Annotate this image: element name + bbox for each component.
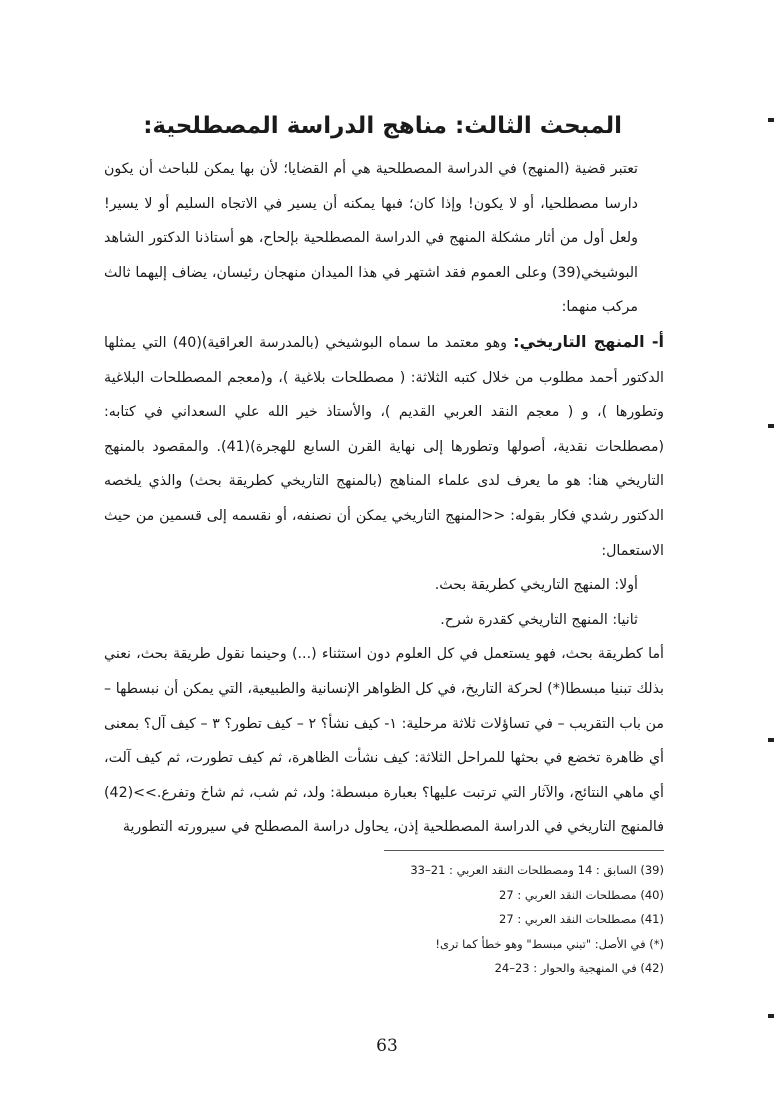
list-item-2: ثانيا: المنهج التاريخي كقدرة شرح. <box>440 611 638 628</box>
scan-edge-mark <box>768 424 774 428</box>
footnotes <box>244 858 664 981</box>
page-number: 63 <box>376 1036 398 1056</box>
footnote-40: (40) مصطلحات النقد العربي : 27 <box>499 887 664 902</box>
footnote-41: (41) مصطلحات النقد العربي : 27 <box>499 912 664 927</box>
section-a-paragraph <box>104 325 664 568</box>
footnote-39: (39) السابق : 14 ومصطلحات النقد العربي : 21–33 <box>410 863 664 877</box>
footnote-42: (42) في المنهجية والحوار : 23–24 <box>494 961 664 976</box>
section-a-text: وهو معتمد ما سماه البوشيخي (بالمدرسة العراقية)(40) التي يمثلها الدكتور أحمد مطلوب من خلال كتبه الثلاثة: ( مصطلحات بلاغية )، و(معجم المصطلحات البلاغية وتطورها )، و ( معجم النقد العربي القديم )، والأستاذ خير الله علي السعداني في كتابه: (مصطلحات نقدية، أصولها وتطورها إلى نهاية القرن السابع للهجرة)(41). والمقصود بالمنهج التاريخي هنا: هو ما يعرف لدى علماء المناهج (بالمنهج التاريخي كطريقة بحث) والذي يلخصه الدكتور رشدي فكار بقوله: <<المنهج التاريخي يمكن أن نصنفه، أو نقسمه إلى قسمين من حيث الاستعمال: <box>104 334 664 559</box>
scan-edge-mark <box>768 738 774 742</box>
footnote-star: (*) في الأصل: "تبني مبسط" وهو خطأ كما ترى! <box>435 936 664 951</box>
section-heading: المبحث الثالث: مناهج الدراسة المصطلحية: <box>143 113 622 139</box>
scan-edge-mark <box>768 118 774 122</box>
section-a-label: أ- المنهج التاريخي: <box>513 331 664 351</box>
footnote-divider <box>384 850 664 851</box>
main-text <box>104 152 664 845</box>
scan-edge-mark <box>768 1014 774 1018</box>
intro-paragraph: تعتبر قضية (المنهج) في الدراسة المصطلحية هي أم القضايا؛ لأن بها يمكن للباحث أن يكون دارسا مصطلحيا، أو لا يكون! وإذا كان؛ فبها يمكنه أن يسير في الاتجاه السليم أو لا يسير! ولعل أول من أثار مشكلة المنهج في الدراسة المصطلحية بإلحاح، هو أستاذنا الدكتور الشاهد البوشيخي(39) وعلى العموم فقد اشتهر في هذا الميدان منهجان رئيسان، يضاف إليهما ثالث مركب منهما: <box>104 161 638 316</box>
list-item-1: أولا: المنهج التاريخي كطريقة بحث. <box>434 577 638 594</box>
closing-paragraph: أما كطريقة بحث، فهو يستعمل في كل العلوم دون استثناء (...) وحينما نقول طريقة بحث، نعني بذلك تبنيا مبسطا(*) لحركة التاريخ، في كل الظواهر الإنسانية والطبيعية، التي يمكن أن نبسطها – من باب التقريب – في تساؤلات ثلاثة مرحلية: ١- كيف نشأ؟ ٢ – كيف تطور؟ ٣ – كيف آل؟ بمعنى أي ظاهرة تخضع في بحثها للمراحل الثلاثة: كيف نشأت الظاهرة، ثم كيف تطورت، ثم كيف آلت، أي ماهي النتائج، والآثار التي ترتبت عليها؟ بعبارة مبسطة: ولد، ثم شب، ثم شاخ وتفرع.>>(42) فالمنهج التاريخي في الدراسة المصطلحية إذن، يحاول دراسة المصطلح في سيرورته التطورية <box>104 646 664 836</box>
